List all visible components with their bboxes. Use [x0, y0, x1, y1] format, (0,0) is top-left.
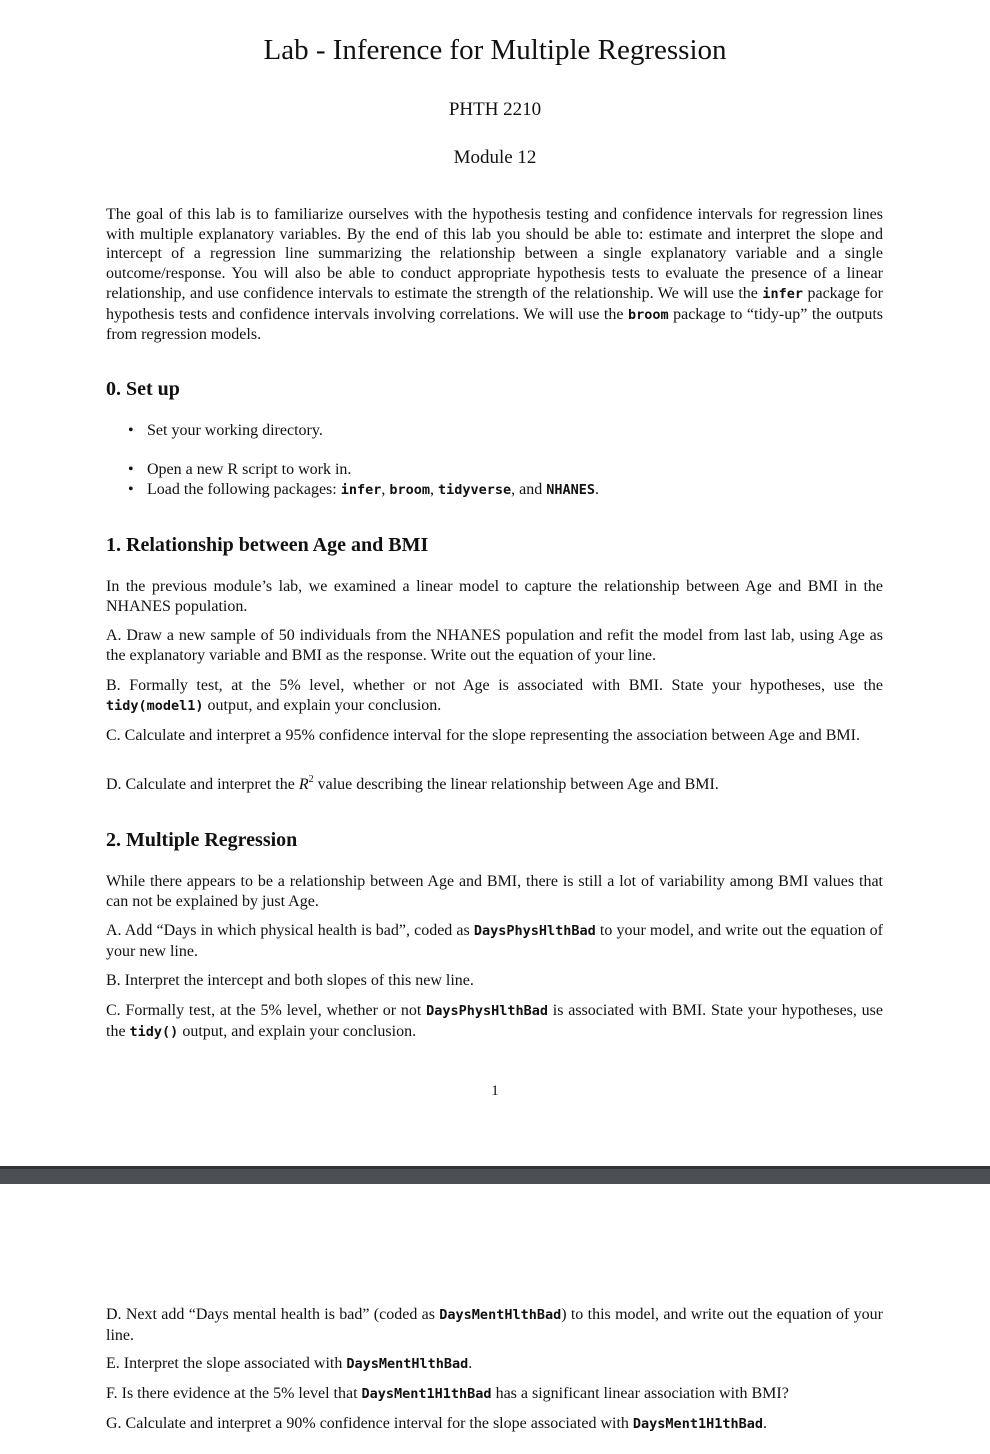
question-1d: D. Calculate and interpret the $R^2$ value describing the linear relationship between Age and BMI.	[106, 774, 719, 793]
intro-paragraph: The goal of this lab is to familiarize ourselves with the hypothesis testing and confidence intervals for regression lines with multiple explanatory variables. By the end of this lab you should be able to: estimate and interpret the slope and intercept of a regression line summarizing the relationship between a single explanatory variable and a single outcome/response. You will also be able to conduct appropriate hypothesis tests to evaluate the presence of a linear relationship, and use confidence intervals to estimate the strength of the relationship. We will use the infer package for hypothesis tests and confidence intervals involving correlations. We will use the broom package to “tidy-up” the outputs from regression models.	[106, 206, 884, 344]
section-2-intro: While there appears to be a relationship between Age and BMI, there is still a lot of variability among BMI values that can not be explained by just Age.	[106, 873, 883, 910]
section-1-heading: 1. Relationship between Age and BMI	[106, 534, 429, 556]
section-2-heading: 2. Multiple Regression	[106, 829, 298, 851]
question-2b: B. Interpret the intercept and both slopes of this new line.	[106, 972, 474, 989]
page-separator	[0, 1166, 990, 1184]
section-1-intro: In the previous module’s lab, we examined a linear model to capture the relationship between Age and BMI in the NHANES population.	[106, 578, 883, 615]
bullet-icon: •	[128, 422, 134, 439]
question-2f: F. Is there evidence at the 5% level that DaysMent1H1thBad has a significant linear association with BMI?	[106, 1385, 789, 1402]
question-2a: A. Add “Days in which physical health is bad”, coded as DaysPhysHlthBad to your model, and write out the equation of your new line.	[106, 922, 884, 960]
page-number: 1	[491, 1083, 499, 1099]
question-2d: D. Next add “Days mental health is bad” (coded as DaysMentHlthBad) to this model, and write out the equation of your line.	[106, 1306, 884, 1344]
module-label: Module 12	[453, 147, 537, 168]
question-1a: A. Draw a new sample of 50 individuals from the NHANES population and refit the model from last lab, using Age as the explanatory variable and BMI as the response. Write out the equation of your line.	[106, 627, 883, 664]
question-1b: B. Formally test, at the 5% level, whether or not Age is associated with BMI. State your hypotheses, use the tidy(model1) output, and explain your conclusion.	[106, 677, 883, 714]
question-2c: C. Formally test, at the 5% level, whether or not DaysPhysHlthBad is associated with BMI. State your hypotheses, use the tidy() output, and explain your conclusion.	[106, 1002, 884, 1040]
question-1c: C. Calculate and interpret a 95% confidence interval for the slope representing the association between Age and BMI.	[106, 727, 860, 744]
section-0-heading: 0. Set up	[106, 378, 180, 400]
question-2e: E. Interpret the slope associated with DaysMentHlthBad.	[106, 1355, 473, 1372]
bullet-icon: •	[128, 481, 134, 498]
document-title: Lab - Inference for Multiple Regression	[263, 34, 727, 66]
course-code: PHTH 2210	[448, 99, 542, 120]
document-page-1: Lab - Inference for Multiple Regression PHTH 2210 Module 12 The goal of this lab is to familiarize ourselves with the hypothesis testing and confidence intervals for regression lines with multiple explanatory variables. By the end of this lab you should be able to: estimate and interpret the slope and intercept of a regression line summarizing the relationship between a single explanatory variable and a single outcome/response. You will also be able to conduct appropriate hypothesis tests to evaluate the presence of a linear relationship, and use confidence intervals to estimate the strength of the relationship. We will use the infer package for hypothesis tests and confidence intervals involving correlations. We will use the broom package to “tidy-up” the outputs from regression models. 0. Set up • Set your working directory. • Open a new R script to work in. • Load the following packages: infer, broom, tidyverse, and NHANES. 1. Relationship between Age and BMI In the previous module’s lab, we examined a linear model to capture the relationship between Age and BMI in the NHANES population. A. Draw a new sample of 50 individuals from the NHANES population and refit the model from last lab, using Age as the explanatory variable and BMI as the response. Write out the equation of your line. B. Formally test, at the 5% level, whether or not Age is associated with BMI. State your hypotheses, use the tidy(model1) output, and explain your conclusion. C. Calculate and interpret a 95% confidence interval for the slope representing the association between Age and BMI. D. Calculate and interpret the $R^2$ value describing the linear relationship between Age and BMI. 2. Multiple Regression While there appears to be a relationship between Age and BMI, there is still a lot of variability among BMI values that can not be explained by just Age. A. Add “Days in which physical health is bad”, coded as DaysPhysHlthBad to your model, and write out the equation of your new line. B. Interpret the intercept and both slopes of this new line. C. Formally test, at the 5% level, whether or not DaysPhysHlthBad is associated with BMI. State your hypotheses, use the tidy() output, and explain your conclusion. 1	[0, 0, 990, 1168]
bullet-icon: •	[128, 461, 134, 478]
document-page-2	[0, 1184, 990, 1454]
question-2g: G. Calculate and interpret a 90% confidence interval for the slope associated with DaysMent1H1thBad.	[106, 1415, 767, 1432]
